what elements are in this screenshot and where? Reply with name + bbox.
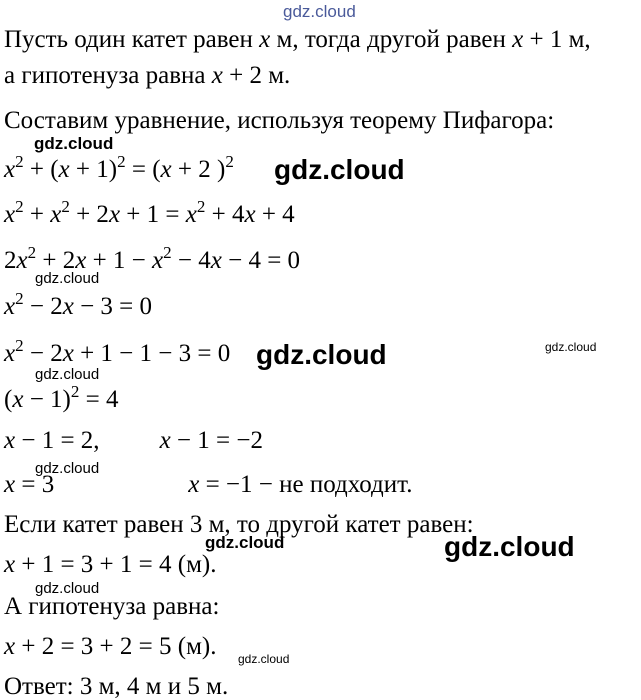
equation-4: $x^2 - 2x - 3 = 0$ [4, 289, 153, 320]
watermark: gdz.cloud [238, 652, 290, 666]
watermark: gdz.cloud [256, 339, 387, 370]
line-12: Если катет равен 3 м, то другой катет равен: [4, 511, 474, 538]
equation-10: x + 2 = 3 + 2 = 5 (м). [4, 633, 217, 660]
watermark: gdz.cloud [444, 531, 575, 562]
equation-8: x = 3 x = −1 − не подходит. [4, 471, 413, 498]
watermark: gdz.cloud [35, 366, 100, 383]
equation-6: $(x - 1)^2 = 4$ [4, 382, 119, 413]
equation-7: x − 1 = 2, x − 1 = −2 [4, 427, 263, 454]
watermark: gdz.cloud [35, 270, 100, 287]
line-1: Пусть один катет равен x м, тогда другой равен x + 1 м, [4, 26, 591, 53]
watermark: gdz.cloud [34, 134, 114, 153]
equation-1: $x^2 + (x + 1)^2 = (x + 2$ )$^2$ [4, 152, 234, 183]
equation-3: $2x^2 + 2x + 1 - x^2 - 4x - 4 = 0$ [4, 243, 301, 274]
watermark: gdz.cloud [35, 460, 100, 477]
equation-9: x + 1 = 3 + 1 = 4 (м). [4, 551, 217, 578]
line-2: а гипотенуза равна x + 2 м. [4, 62, 291, 89]
watermark: gdz.cloud [545, 340, 597, 354]
equation-2: $x^2 + x^2 + 2x + 1 = x^2 + 4x + 4$ [4, 197, 295, 228]
watermark: gdz.cloud [35, 580, 100, 597]
line-3: Составим уравнение, используя теорему Пифагора: [4, 107, 555, 134]
line-14: А гипотенуза равна: [4, 593, 220, 620]
watermark: gdz.cloud [274, 154, 405, 185]
watermark: gdz.cloud [283, 2, 356, 21]
watermark: gdz.cloud [205, 533, 285, 552]
equation-5: $x^2 - 2x + 1 - 1 - 3 = 0$ [4, 336, 231, 367]
answer-line: Ответ: 3 м, 4 м и 5 м. [4, 673, 229, 700]
